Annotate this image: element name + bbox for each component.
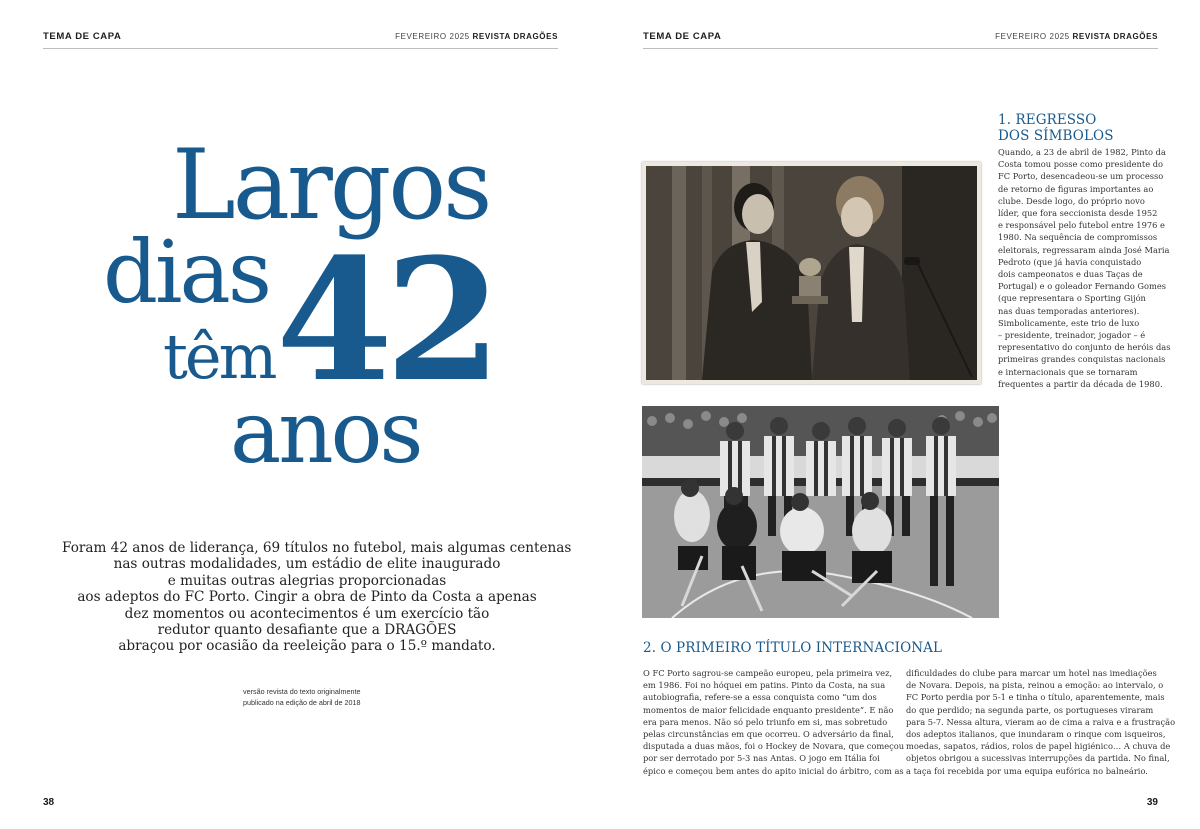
section-1-title-line: 1. REGRESSO (998, 112, 1097, 128)
lede-paragraph (62, 540, 572, 655)
headline-line-1: Largos (172, 129, 490, 241)
body-line: moedas, sapatos, rádios, rolos de papel higiénico… A chuva de (906, 741, 1171, 752)
body-line: objetos obrigou a sucessivas interrupções da partida. No final, (906, 753, 1170, 764)
body-line: primeiras grandes conquistas nacionais (998, 354, 1166, 365)
body-line: – presidente, treinador, jogador – é (998, 330, 1146, 341)
body-line: Portugal) e o goleador Fernando Gomes (998, 281, 1166, 292)
page-number: 39 (1146, 797, 1158, 808)
lede-line: e muitas outras alegrias proporcionadas (167, 572, 447, 589)
body-line: por ser derrotado por 5-3 nas Antas. O jogo em Itália foi (643, 753, 880, 764)
lede-line: Foram 42 anos de liderança, 69 títulos no futebol, mais algumas centenas (62, 540, 572, 556)
body-line: era para menos. Não só pelo triunfo em si, mas sobretudo (643, 716, 888, 727)
section-label: TEMA DE CAPA (43, 31, 122, 42)
page-number: 38 (43, 797, 55, 808)
issue-date: FEVEREIRO 2025 (395, 32, 470, 41)
body-line: nas duas temporadas anteriores). (998, 305, 1140, 316)
body-line: épico e começou bem antes do apito inicial do árbitro, com as (643, 765, 904, 776)
body-line: FC Porto, desencadeou-se um processo (998, 171, 1164, 182)
body-line: em 1986. Foi no hóquei em patins. Pinto da Costa, na sua (643, 680, 886, 691)
body-line: e internacionais que se tornaram (998, 366, 1138, 377)
section-2-title: 2. O PRIMEIRO TÍTULO INTERNACIONAL (643, 640, 943, 656)
running-header (643, 30, 1158, 49)
lede-line: nas outras modalidades, um estádio de elite inaugurado (113, 556, 501, 573)
issue-label (995, 32, 1158, 41)
body-line: dos adeptos italianos, que inundaram o rinque com isqueiros, (906, 729, 1166, 740)
body-line: 1980. Na sequência de compromissos (998, 232, 1158, 243)
headline-line-2: dias (103, 223, 269, 323)
body-line: de retorno de figuras importantes ao (998, 183, 1154, 194)
body-line: clube. Desde logo, do próprio novo (998, 195, 1145, 206)
magazine-name: REVISTA DRAGÕES (1072, 32, 1158, 41)
issue-date: FEVEREIRO 2025 (995, 32, 1070, 41)
section-1-title-line: DOS SÍMBOLOS (998, 127, 1114, 144)
body-line: disputada a duas mãos, foi o Hockey de Novara, que começou (643, 741, 905, 752)
running-header (43, 30, 558, 49)
body-line: eleitorais, regressaram ainda José Maria (998, 244, 1170, 255)
section-label: TEMA DE CAPA (643, 31, 722, 42)
headline-line-3: têm (163, 320, 275, 393)
body-line: dois campeonatos e duas Taças de (998, 269, 1143, 280)
body-line: Pedroto (que já havia conquistado (998, 256, 1142, 267)
lede-line: aos adeptos do FC Porto. Cingir a obra de Pinto da Costa a apenas (77, 589, 537, 606)
lede-line: redutor quanto desafiante que a DRAGÕES (157, 622, 457, 639)
body-line: momentos de maior felicidade enquanto presidente”. E não (643, 704, 894, 715)
body-line: Costa tomou posse como presidente do (998, 159, 1164, 170)
note-line: publicado na edição de abril de 2018 (243, 698, 361, 707)
note-line: versão revista do texto originalmente (243, 687, 361, 696)
body-line: do que perdido; na segunda parte, os portugueses viraram (906, 704, 1154, 715)
body-line: dificuldades do clube para marcar um hotel nas imediações (906, 668, 1157, 678)
headline-number: 42 (276, 221, 494, 419)
lede-line: dez momentos ou acontecimentos é um exercício tão (124, 605, 490, 622)
body-line: autobiografia, refere-se a essa conquista como “um dos (643, 692, 877, 703)
body-line: FC Porto perdia por 5-1 e tinha o título, aparentemente, mais (906, 692, 1165, 703)
issue-label (395, 32, 558, 41)
magazine-name: REVISTA DRAGÕES (472, 32, 558, 41)
section-2-column-1 (643, 667, 905, 777)
body-line: para 5-7. Nessa altura, vieram ao de cima a raiva e a frustração (906, 716, 1176, 727)
body-line: Simbolicamente, este trio de luxo (998, 317, 1140, 328)
revision-note (243, 686, 361, 708)
body-line: a taça foi recebida por uma equipa eufórica no balneário. (906, 765, 1148, 776)
body-line: Quando, a 23 de abril de 1982, Pinto da (998, 147, 1166, 157)
photo-hockey-team (642, 406, 999, 618)
lede-line: abraçou por ocasião da reeleição para o 15.º mandato. (118, 638, 496, 655)
section-1-title (998, 113, 1114, 144)
body-line: de Novara. Depois, na pista, reinou a emoção: ao intervalo, o (906, 680, 1164, 691)
section-2-column-2 (906, 667, 1176, 777)
body-line: e responsável pelo futebol entre 1976 e (998, 220, 1165, 231)
body-line: representativo do conjunto de heróis das (998, 342, 1171, 353)
body-line: pelas circunstâncias em que ocorreu. O adversário da final, (643, 729, 894, 740)
photo-trophy-presentation (642, 162, 981, 384)
right-page (600, 0, 1200, 829)
body-line: O FC Porto sagrou-se campeão europeu, pela primeira vez, (643, 668, 893, 678)
section-1-body (998, 146, 1200, 390)
body-line: frequentes a partir da década de 1980. (998, 378, 1163, 389)
body-line: (que representara o Sporting Gijón (998, 293, 1146, 304)
headline-line-4: anos (230, 383, 421, 483)
body-line: líder, que fora seccionista desde 1952 (998, 208, 1158, 219)
